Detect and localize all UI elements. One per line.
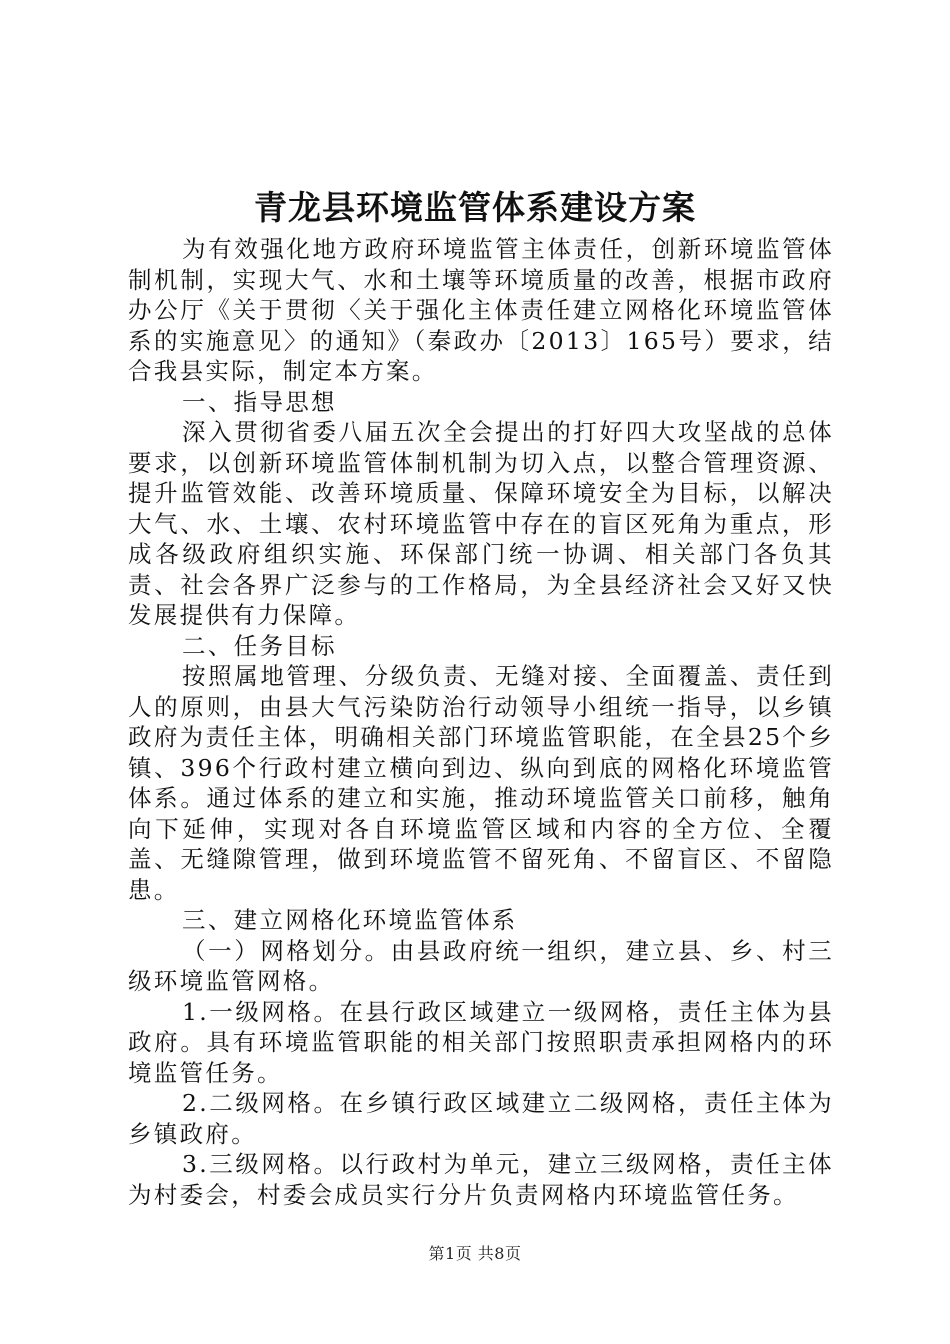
page-number-footer: 第1页 共8页 bbox=[428, 1244, 522, 1263]
document-body bbox=[128, 234, 834, 1210]
guiding-ideology-paragraph: 深入贯彻省委八届五次全会提出的打好四大攻坚战的总体要求，以创新环境监管体制机制为切入点，以整合管理资源、提升监管效能、改善环境质量、保障环境安全为目标，以解决大气、水、土壤、农村环境监管中存在的盲区死角为重点，形成各级政府组织实施、环保部门统一协调、相关部门各负其责、社会各界广泛参与的工作格局，为全县经济社会又好又快发展提供有力保障。 bbox=[128, 418, 834, 629]
section-heading-guiding-ideology: 一、指导思想 bbox=[182, 387, 337, 416]
level-one-grid-paragraph: 1.一级网格。在县行政区域建立一级网格，责任主体为县政府。具有环境监管职能的相关部门按照职责承担网格内的环境监管任务。 bbox=[128, 997, 834, 1087]
level-two-grid-paragraph: 2.二级网格。在乡镇行政区域建立二级网格，责任主体为乡镇政府。 bbox=[128, 1089, 834, 1148]
section-heading-grid-system: 三、建立网格化环境监管体系 bbox=[182, 906, 518, 934]
task-goals-paragraph: 按照属地管理、分级负责、无缝对接、全面覆盖、责任到人的原则，由县大气污染防治行动领导小组统一指导，以乡镇政府为责任主体，明确相关部门环境监管职能，在全县25个乡镇、396个行政村建立横向到边、纵向到底的网格化环境监管体系。通过体系的建立和实施，推动环境监管关口前移，触角向下延伸，实现对各自环境监管区域和内容的全方位、全覆盖、无缝隙管理，做到环境监管不留死角、不留盲区、不留隐患。 bbox=[128, 662, 834, 904]
intro-paragraph: 为有效强化地方政府环境监管主体责任，创新环境监管体制机制，实现大气、水和土壤等环境质量的改善，根据市政府办公厅《关于贯彻〈关于强化主体责任建立网格化环境监管体系的实施意见〉的通知》（秦政办〔2013〕165号）要求，结合我县实际，制定本方案。 bbox=[128, 235, 834, 385]
section-heading-task-goals: 二、任务目标 bbox=[182, 631, 337, 660]
document-title: 青龙县环境监管体系建设方案 bbox=[254, 188, 696, 227]
level-three-grid-paragraph: 3.三级网格。以行政村为单元，建立三级网格，责任主体为村委会，村委会成员实行分片负责网格内环境监管任务。 bbox=[128, 1150, 834, 1209]
grid-division-paragraph: （一）网格划分。由县政府统一组织，建立县、乡、村三级环境监管网格。 bbox=[128, 936, 834, 995]
